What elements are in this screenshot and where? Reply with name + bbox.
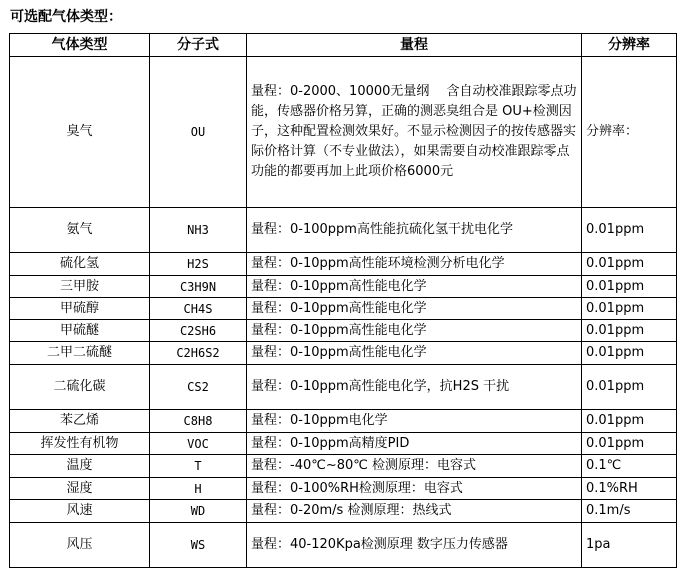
- table-row: [10, 57, 677, 208]
- gas-name: 臭气: [10, 57, 150, 208]
- header-resolution: 分辨率: [582, 34, 677, 57]
- table-row: [10, 478, 677, 500]
- gas-resolution: 0.01ppm: [582, 320, 677, 342]
- gas-formula: CS2: [150, 365, 247, 410]
- header-formula: 分子式: [150, 34, 247, 57]
- gas-name: 甲硫醚: [10, 320, 150, 342]
- gas-range: 量程：0-10ppm高性能电化学: [247, 342, 582, 365]
- gas-formula: C8H8: [150, 410, 247, 433]
- gas-range: 量程：0-10ppm高性能电化学: [247, 298, 582, 320]
- table-row: [10, 500, 677, 523]
- gas-name: 挥发性有机物: [10, 433, 150, 455]
- table-row: [10, 433, 677, 455]
- gas-range: 量程：0-100%RH检测原理：电容式: [247, 478, 582, 500]
- gas-formula: WS: [150, 523, 247, 568]
- table-row: [10, 365, 677, 410]
- gas-range: 量程：0-10ppm高性能电化学: [247, 276, 582, 298]
- gas-name: 三甲胺: [10, 276, 150, 298]
- gas-range: 量程：0-10ppm电化学: [247, 410, 582, 433]
- table-row: [10, 410, 677, 433]
- gas-range: 量程：0-2000、10000无量纲 含自动校准跟踪零点功能，传感器价格另算，正确的测恶臭组合是 OU+检测因子，这种配置检测效果好。不显示检测因子的按传感器实际价格计算（不专业做法），如果需要自动校准跟踪零点功能的都要再加上此项价格6000元: [247, 57, 582, 208]
- gas-formula: CH4S: [150, 298, 247, 320]
- gas-formula: H: [150, 478, 247, 500]
- gas-resolution: 0.01ppm: [582, 433, 677, 455]
- gas-resolution: 0.01ppm: [582, 276, 677, 298]
- gas-resolution: 0.1m/s: [582, 500, 677, 523]
- gas-name: 硫化氢: [10, 253, 150, 276]
- gas-formula: T: [150, 455, 247, 478]
- gas-formula: C2H6S2: [150, 342, 247, 365]
- gas-formula: WD: [150, 500, 247, 523]
- gas-resolution: 0.1%RH: [582, 478, 677, 500]
- table-row: [10, 276, 677, 298]
- gas-name: 风速: [10, 500, 150, 523]
- gas-formula: C2SH6: [150, 320, 247, 342]
- gas-spec-table: [9, 33, 677, 568]
- gas-resolution: 0.01ppm: [582, 208, 677, 253]
- gas-formula: C3H9N: [150, 276, 247, 298]
- table-row: [10, 320, 677, 342]
- gas-resolution: 0.1℃: [582, 455, 677, 478]
- gas-range: 量程：-40℃~80℃ 检测原理：电容式: [247, 455, 582, 478]
- gas-range: 量程：0-10ppm高精度PID: [247, 433, 582, 455]
- gas-range: 量程：0-100ppm高性能抗硫化氢干扰电化学: [247, 208, 582, 253]
- gas-formula: H2S: [150, 253, 247, 276]
- gas-name: 甲硫醇: [10, 298, 150, 320]
- header-range: 量程: [247, 34, 582, 57]
- gas-name: 二甲二硫醚: [10, 342, 150, 365]
- gas-name: 湿度: [10, 478, 150, 500]
- gas-name: 温度: [10, 455, 150, 478]
- header-gas-type: 气体类型: [10, 34, 150, 57]
- gas-name: 二硫化碳: [10, 365, 150, 410]
- gas-formula: OU: [150, 57, 247, 208]
- gas-name: 苯乙烯: [10, 410, 150, 433]
- gas-resolution: 1pa: [582, 523, 677, 568]
- gas-range: 量程：0-10ppm高性能电化学: [247, 320, 582, 342]
- gas-resolution: 分辨率：: [582, 57, 677, 208]
- table-row: [10, 298, 677, 320]
- table-row: [10, 208, 677, 253]
- gas-resolution: 0.01ppm: [582, 253, 677, 276]
- table-header-row: [10, 34, 677, 57]
- gas-name: 氨气: [10, 208, 150, 253]
- gas-formula: VOC: [150, 433, 247, 455]
- gas-name: 风压: [10, 523, 150, 568]
- gas-resolution: 0.01ppm: [582, 365, 677, 410]
- gas-range: 量程：0-10ppm高性能电化学，抗H2S 干扰: [247, 365, 582, 410]
- table-row: [10, 523, 677, 568]
- gas-range: 量程：0-10ppm高性能环境检测分析电化学: [247, 253, 582, 276]
- gas-resolution: 0.01ppm: [582, 342, 677, 365]
- table-row: [10, 253, 677, 276]
- table-row: [10, 455, 677, 478]
- page-heading: 可选配气体类型：: [10, 9, 122, 25]
- gas-formula: NH3: [150, 208, 247, 253]
- gas-resolution: 0.01ppm: [582, 298, 677, 320]
- gas-range: 量程：40-120Kpa检测原理 数字压力传感器: [247, 523, 582, 568]
- table-row: [10, 342, 677, 365]
- gas-resolution: 0.01ppm: [582, 410, 677, 433]
- gas-range: 量程：0-20m/s 检测原理：热线式: [247, 500, 582, 523]
